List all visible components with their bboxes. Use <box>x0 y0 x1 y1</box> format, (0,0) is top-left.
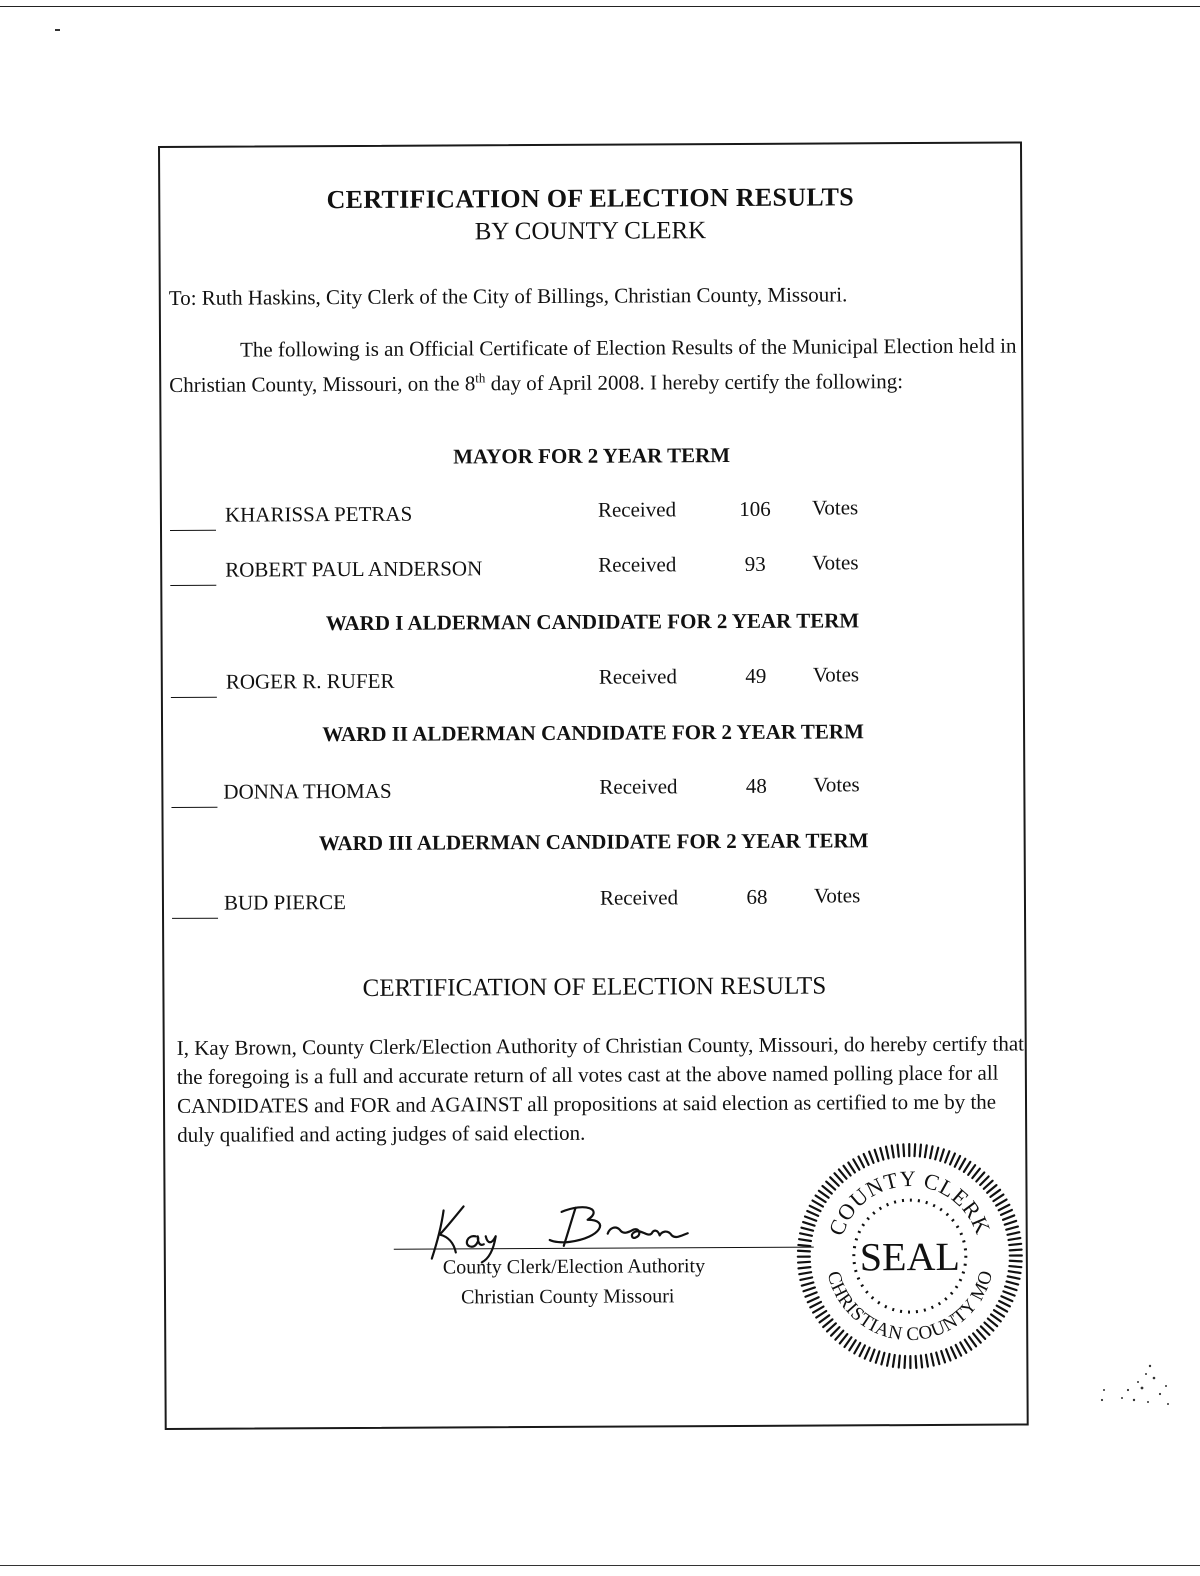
vote-count: 68 <box>746 884 768 909</box>
votes-label: Votes <box>811 495 859 520</box>
race-heading-ward-1: WARD I ALDERMAN CANDIDATE FOR 2 YEAR TERM <box>325 608 860 636</box>
scan-specks <box>1098 1360 1178 1420</box>
intro-paragraph <box>169 331 1019 399</box>
received-label: Received <box>599 774 678 799</box>
addressee-line: To: Ruth Haskins, City Clerk of the City of Billings, Christian County, Missouri. <box>168 282 848 310</box>
vote-count: 49 <box>745 663 767 688</box>
candidate-row <box>170 550 990 588</box>
check-blank <box>170 584 216 586</box>
svg-text:COUNTY CLERK <box>823 1165 996 1239</box>
check-blank <box>171 696 217 698</box>
candidate-row <box>172 883 992 921</box>
check-blank <box>170 529 216 531</box>
scan-bottom-edge <box>0 1565 1200 1566</box>
vote-count: 93 <box>744 551 766 576</box>
votes-label: Votes <box>813 883 861 908</box>
seal-center-text: SEAL <box>859 1233 960 1280</box>
votes-label: Votes <box>812 550 859 575</box>
candidate-name: ROBERT PAUL ANDERSON <box>225 556 483 582</box>
signature-caption-county: Christian County Missouri <box>460 1285 675 1309</box>
document-title: CERTIFICATION OF ELECTION RESULTS <box>326 182 855 215</box>
scan-top-edge <box>0 6 1200 7</box>
intro-text-b: day of April 2008. I hereby certify the following: <box>485 369 904 396</box>
received-label: Received <box>598 664 677 689</box>
received-label: Received <box>599 885 679 910</box>
intro-text-a: The following is an Official Certificate of Election Results of the Municipal Election held in Christian County, Missouri, on the 8 <box>169 333 1017 397</box>
scan-mark <box>55 29 60 31</box>
vote-count: 106 <box>739 496 771 521</box>
race-heading-ward-2: WARD II ALDERMAN CANDIDATE FOR 2 YEAR TERM <box>322 719 864 747</box>
county-clerk-seal <box>793 1139 1026 1372</box>
check-blank <box>171 806 217 808</box>
votes-label: Votes <box>813 772 860 797</box>
received-label: Received <box>598 552 677 577</box>
seal-ring-top-text: COUNTY CLERK <box>823 1165 996 1239</box>
race-heading-ward-3: WARD III ALDERMAN CANDIDATE FOR 2 YEAR TERM <box>318 828 869 856</box>
candidate-name: ROGER R. RUFER <box>225 668 395 694</box>
received-label: Received <box>597 497 677 522</box>
certification-heading: CERTIFICATION OF ELECTION RESULTS <box>362 972 827 1002</box>
vote-count: 48 <box>745 773 767 798</box>
intro-superscript: th <box>475 370 486 386</box>
votes-label: Votes <box>812 662 860 687</box>
race-heading-mayor: MAYOR FOR 2 YEAR TERM <box>453 443 731 469</box>
candidate-row <box>171 662 991 700</box>
svg-text:CHRISTIAN COUNTY MO <box>823 1268 998 1346</box>
check-blank <box>172 917 218 919</box>
document-subtitle: BY COUNTY CLERK <box>474 217 707 246</box>
candidate-row <box>170 495 990 533</box>
candidate-row <box>171 772 991 810</box>
certification-statement: I, Kay Brown, County Clerk/Election Authority of Christian County, Missouri, do hereby certify that the foregoing is a full and accurate return of all votes cast at the above named polling place for all CANDIDATES and FOR and AGAINST all propositions at said election as certified to me by the duly qualified and acting judges of said election. <box>176 1031 1025 1147</box>
signature-caption-title: County Clerk/Election Authority <box>442 1255 706 1279</box>
seal-ring-bottom-text: CHRISTIAN COUNTY MO <box>822 1268 998 1346</box>
candidate-name: BUD PIERCE <box>223 890 346 915</box>
candidate-name: KHARISSA PETRAS <box>224 501 413 527</box>
certificate-frame <box>158 141 1029 1430</box>
candidate-name: DONNA THOMAS <box>223 778 392 804</box>
